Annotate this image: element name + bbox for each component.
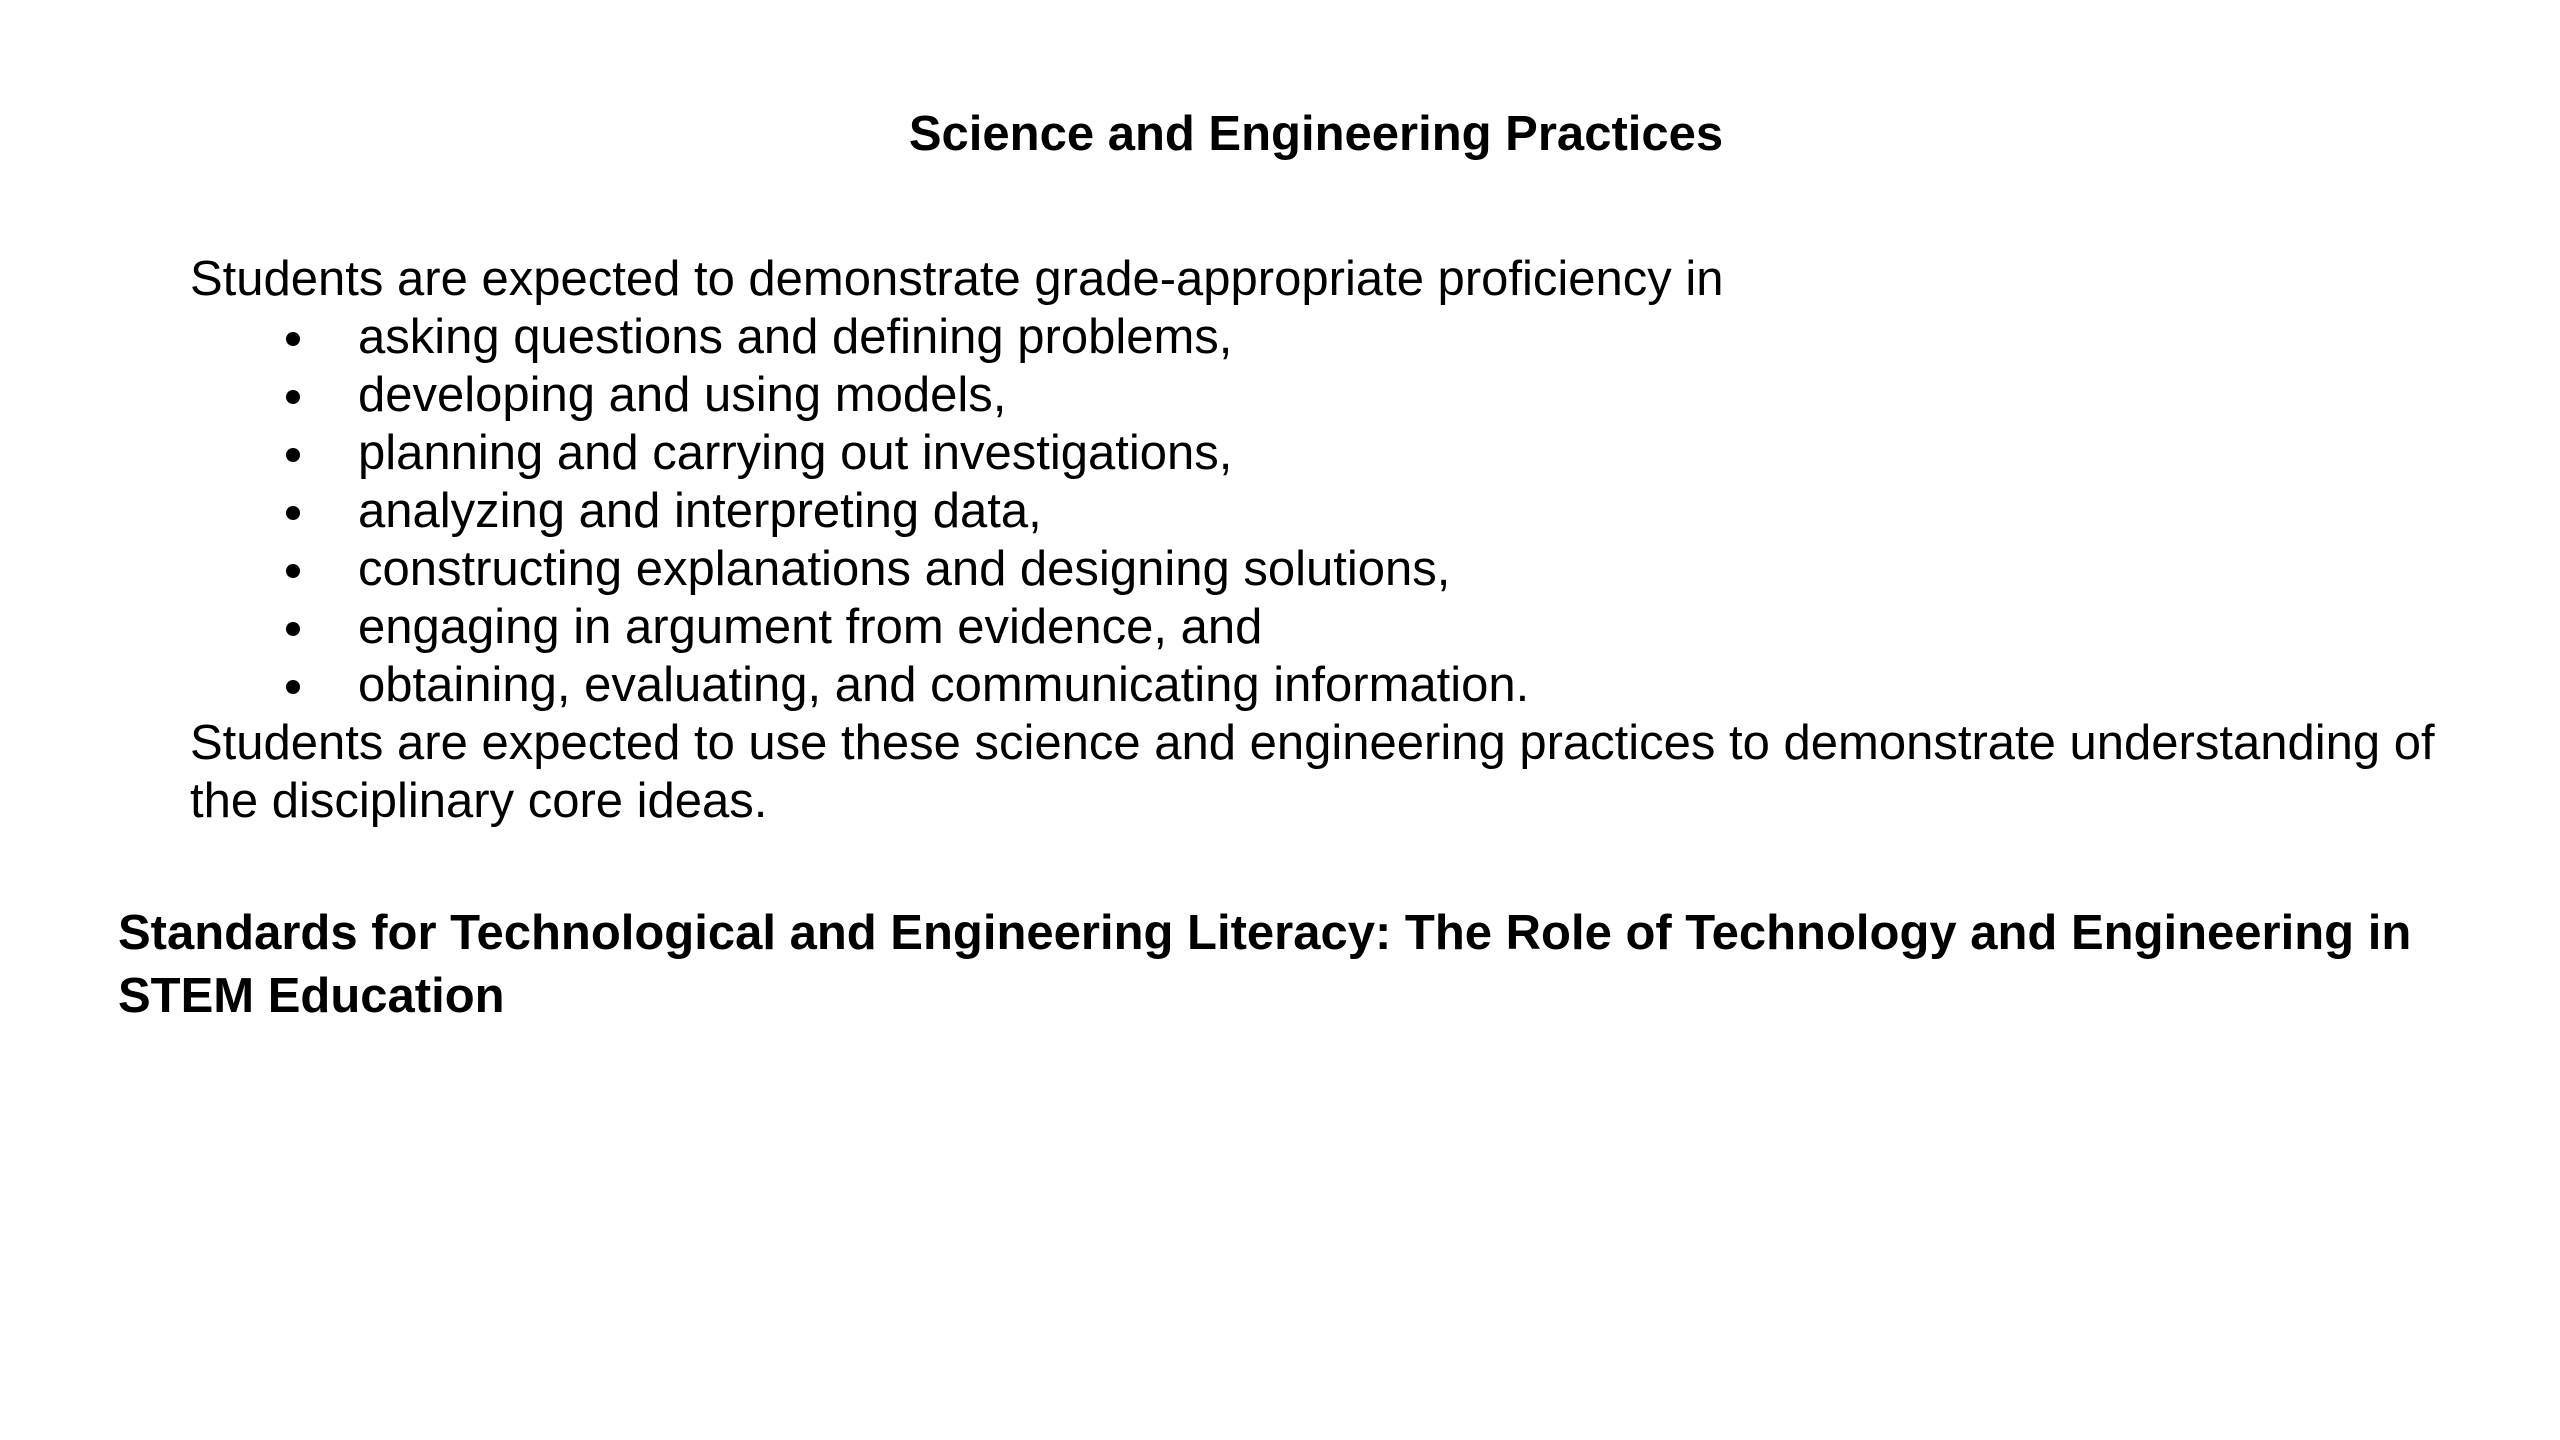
bullet-icon bbox=[286, 564, 300, 578]
practice-label: analyzing and interpreting data, bbox=[358, 484, 1042, 538]
practice-list bbox=[190, 308, 2440, 714]
list-item bbox=[190, 308, 2440, 366]
bullet-icon bbox=[286, 622, 300, 636]
bullet-icon bbox=[286, 448, 300, 462]
practice-label: engaging in argument from evidence, and bbox=[358, 600, 1263, 654]
closing-text: Students are expected to use these science and engineering practices to demonstrate understanding of the disciplinary core ideas. bbox=[190, 716, 2435, 828]
practice-label: obtaining, evaluating, and communicating information. bbox=[358, 658, 1530, 712]
bullet-icon bbox=[286, 332, 300, 346]
list-item bbox=[190, 656, 2440, 714]
bullet-icon bbox=[286, 506, 300, 520]
list-item bbox=[190, 482, 2440, 540]
practice-label: developing and using models, bbox=[358, 368, 1007, 422]
practice-label: asking questions and defining problems, bbox=[358, 310, 1233, 364]
practice-label: planning and carrying out investigations, bbox=[358, 426, 1233, 480]
bullet-icon bbox=[286, 390, 300, 404]
section-title: Science and Engineering Practices bbox=[908, 107, 1724, 161]
intro-text: Students are expected to demonstrate grade-appropriate proficiency in bbox=[190, 252, 1724, 306]
practice-label: constructing explanations and designing solutions, bbox=[358, 542, 1451, 596]
bullet-icon bbox=[286, 680, 300, 694]
list-item bbox=[190, 366, 2440, 424]
practices-body bbox=[190, 250, 2440, 830]
list-item bbox=[190, 598, 2440, 656]
standards-heading: Standards for Technological and Engineering Literacy: The Role of Technology and Engineering in STEM Education bbox=[118, 906, 2412, 1023]
list-item bbox=[190, 540, 2440, 598]
list-item bbox=[190, 424, 2440, 482]
